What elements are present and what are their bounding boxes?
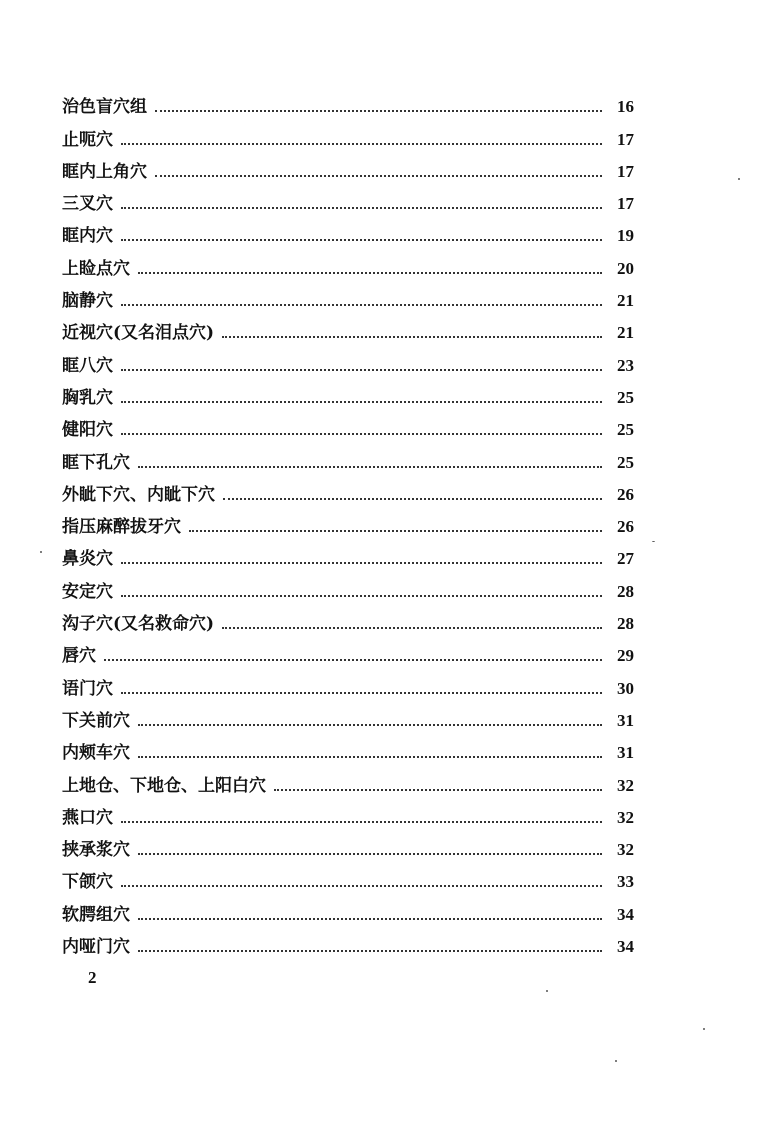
dot-leader	[121, 400, 602, 403]
scan-speck	[40, 551, 42, 553]
toc-entry	[62, 602, 634, 634]
toc-entry	[62, 246, 634, 278]
toc-entry-title: 软腭组穴	[62, 904, 130, 925]
toc-entry-page: 19	[617, 226, 634, 246]
dot-leader	[138, 723, 602, 726]
toc-entry-page: 31	[617, 710, 634, 730]
toc-entry-title: 止呃穴	[62, 129, 113, 150]
dot-leader	[121, 691, 602, 694]
toc-entry	[62, 569, 634, 601]
toc-entry-title: 眶八穴	[62, 355, 113, 376]
toc-entry	[62, 117, 634, 149]
toc-entry-title: 语门穴	[62, 678, 113, 699]
dot-leader	[121, 142, 602, 145]
toc-entry	[62, 343, 634, 375]
toc-entry-page: 32	[617, 775, 634, 795]
toc-entry-title: 上地仓、下地仓、上阳白穴	[62, 775, 266, 796]
toc-entry	[62, 666, 634, 698]
toc-entry	[62, 796, 634, 828]
toc-entry-page: 17	[617, 129, 634, 149]
toc-entry-page: 25	[617, 452, 634, 472]
dot-leader	[121, 884, 602, 887]
toc-entry-page: 23	[617, 355, 634, 375]
dot-leader	[138, 465, 602, 468]
dot-leader	[138, 852, 602, 855]
toc-entry	[62, 892, 634, 924]
scan-speck	[652, 541, 655, 542]
dot-leader	[121, 432, 602, 435]
dot-leader	[121, 206, 602, 209]
toc-entry-title: 唇穴	[62, 646, 96, 667]
dot-leader	[138, 271, 602, 274]
toc-entry-title: 眶内上角穴	[62, 161, 147, 182]
toc-entry-page: 21	[617, 291, 634, 311]
dot-leader	[223, 497, 602, 500]
toc-entry-title: 上睑点穴	[62, 258, 130, 279]
dot-leader	[138, 949, 602, 952]
toc-entry	[62, 214, 634, 246]
toc-entry	[62, 279, 634, 311]
toc-entry	[62, 505, 634, 537]
toc-entry-title: 健阳穴	[62, 420, 113, 441]
toc-entry-title: 指压麻醉拔牙穴	[62, 517, 181, 538]
dot-leader	[222, 335, 602, 338]
toc-entry-page: 17	[617, 161, 634, 181]
toc-entry-title: 挟承浆穴	[62, 840, 130, 861]
toc-entry-page: 27	[617, 549, 634, 569]
toc-entry	[62, 828, 634, 860]
toc-entry-page: 30	[617, 678, 634, 698]
toc-entry-page: 16	[617, 97, 634, 117]
dot-leader	[121, 820, 602, 823]
toc-entry-title: 三叉穴	[62, 194, 113, 215]
toc-entry-title: 沟子穴(又名救命穴)	[62, 614, 215, 635]
toc-entry-title: 近视穴(又名泪点穴)	[62, 323, 215, 344]
toc-entry-page: 28	[617, 614, 634, 634]
toc-entry	[62, 311, 634, 343]
dot-leader	[155, 174, 602, 177]
dot-leader	[121, 303, 602, 306]
toc-entry-page: 34	[617, 904, 634, 924]
dot-leader	[274, 788, 602, 791]
toc-entry-page: 32	[617, 840, 634, 860]
toc-entry-title: 下颌穴	[62, 872, 113, 893]
toc-entry-title: 眶下孔穴	[62, 452, 130, 473]
table-of-contents	[62, 85, 634, 957]
toc-entry-page: 20	[617, 258, 634, 278]
toc-entry-title: 外眦下穴、内眦下穴	[62, 484, 215, 505]
dot-leader	[189, 529, 602, 532]
toc-entry-page: 29	[617, 646, 634, 666]
toc-entry	[62, 376, 634, 408]
dot-leader	[138, 917, 602, 920]
toc-entry-title: 眶内穴	[62, 226, 113, 247]
toc-entry	[62, 860, 634, 892]
toc-entry-page: 31	[617, 743, 634, 763]
toc-entry	[62, 408, 634, 440]
toc-entry-title: 治色盲穴组	[62, 97, 147, 118]
toc-entry-title: 下关前穴	[62, 710, 130, 731]
toc-entry-title: 燕口穴	[62, 807, 113, 828]
toc-entry-page: 25	[617, 387, 634, 407]
toc-entry	[62, 182, 634, 214]
toc-entry-page: 33	[617, 872, 634, 892]
scan-speck	[703, 1028, 705, 1030]
toc-entry-page: 21	[617, 323, 634, 343]
dot-leader	[104, 658, 602, 661]
dot-leader	[222, 626, 602, 629]
dot-leader	[121, 368, 602, 371]
toc-entry	[62, 925, 634, 957]
toc-entry	[62, 699, 634, 731]
scan-speck	[546, 990, 548, 992]
toc-entry-title: 脑静穴	[62, 291, 113, 312]
toc-entry	[62, 473, 634, 505]
toc-entry-title: 内哑门穴	[62, 937, 130, 958]
page-number: 2	[88, 968, 97, 987]
dot-leader	[121, 594, 602, 597]
dot-leader	[138, 755, 602, 758]
dot-leader	[155, 109, 602, 112]
toc-entry	[62, 150, 634, 182]
toc-entry-page: 32	[617, 807, 634, 827]
dot-leader	[121, 238, 602, 241]
toc-entry-page: 26	[617, 517, 634, 537]
toc-entry-page: 34	[617, 937, 634, 957]
toc-entry	[62, 537, 634, 569]
scan-speck	[738, 178, 740, 180]
scan-speck	[615, 1060, 617, 1062]
toc-entry	[62, 440, 634, 472]
toc-entry	[62, 634, 634, 666]
toc-entry	[62, 85, 634, 117]
toc-entry-title: 内颊车穴	[62, 743, 130, 764]
toc-entry	[62, 731, 634, 763]
toc-entry-page: 17	[617, 194, 634, 214]
toc-entry-title: 安定穴	[62, 581, 113, 602]
dot-leader	[121, 561, 602, 564]
toc-entry-page: 28	[617, 581, 634, 601]
toc-entry-page: 26	[617, 484, 634, 504]
toc-entry-page: 25	[617, 420, 634, 440]
toc-entry	[62, 763, 634, 795]
toc-entry-title: 胸乳穴	[62, 387, 113, 408]
toc-entry-title: 鼻炎穴	[62, 549, 113, 570]
